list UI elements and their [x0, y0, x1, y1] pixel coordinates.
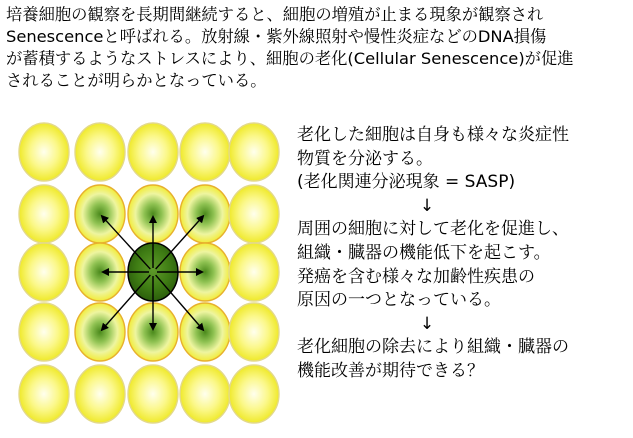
explanation-line: 発癌を含む様々な加齢性疾患の	[297, 266, 535, 287]
healthy-cell	[229, 243, 279, 301]
intro-line: されることが明らかとなっている。	[6, 71, 267, 90]
explanation-line: 老化した細胞は自身も様々な炎症性	[297, 125, 569, 145]
healthy-cell	[19, 243, 69, 301]
healthy-cell	[128, 123, 178, 181]
healthy-cell	[180, 365, 230, 423]
healthy-cell	[128, 365, 178, 423]
affected-cell	[75, 185, 125, 243]
down-arrow-icon: ↓	[419, 313, 435, 334]
healthy-cell	[229, 123, 279, 181]
explanation-line: 原因の一つとなっている。	[297, 290, 501, 311]
healthy-cell	[19, 303, 69, 361]
explanation-line: 組織・臓器の機能低下を起こす。	[297, 242, 551, 263]
intro-line: Senescenceと呼ばれる。放射線・紫外線照射や慢性炎症などのDNA損傷	[6, 27, 547, 46]
explanation-line: 老化細胞の除去により組織・臓器の	[297, 337, 569, 358]
explanation-text	[297, 124, 631, 384]
intro-line: が蓄積するようなストレスにより、細胞の老化(Cellular Senescence)が促進	[6, 49, 574, 68]
explanation-line: 物質を分泌する。	[297, 148, 433, 169]
healthy-cell	[19, 123, 69, 181]
intro-line: 培養細胞の観察を長期間継続すると、細胞の増殖が止まる現象が観察され	[6, 5, 544, 24]
healthy-cell	[229, 185, 279, 243]
intro-paragraph	[6, 4, 631, 92]
healthy-cell	[229, 365, 279, 423]
explanation-line: 機能改善が期待できる？	[297, 360, 484, 381]
explanation-line: (老化関連分泌現象 = SASP)	[297, 172, 516, 193]
down-arrow-icon: ↓	[419, 195, 435, 216]
healthy-cell	[229, 303, 279, 361]
healthy-cell	[19, 365, 69, 423]
healthy-cell	[19, 185, 69, 243]
healthy-cell	[180, 123, 230, 181]
explanation-line: 周囲の細胞に対して老化を促進し、	[297, 219, 569, 240]
healthy-cell	[75, 123, 125, 181]
cell-grid-diagram	[0, 118, 290, 436]
healthy-cell	[75, 365, 125, 423]
